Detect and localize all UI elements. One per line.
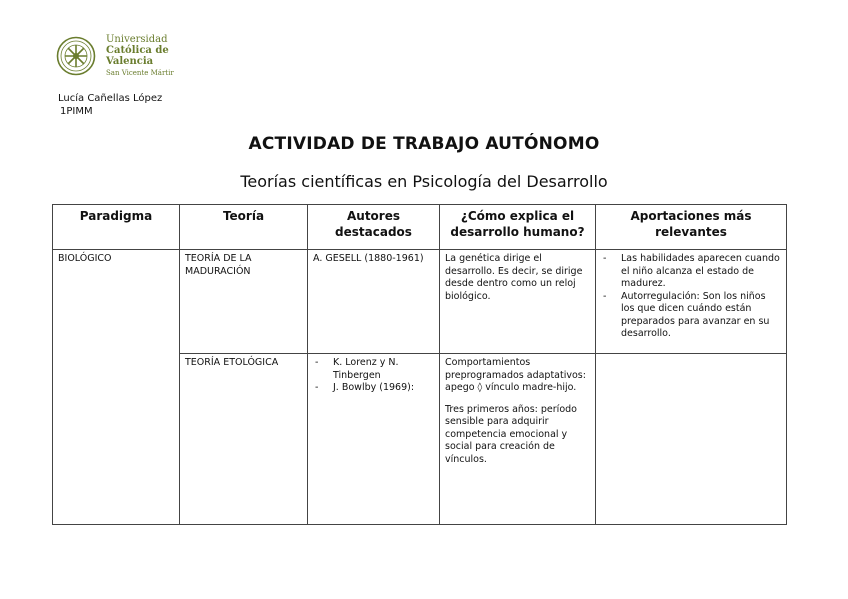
header-explica: ¿Cómo explica el desarrollo humano?	[440, 205, 596, 250]
list-item: - Autorregulación: Son los niños los que dicen cuándo están preparados para avanzar en su desarrollo.	[601, 291, 781, 341]
logo-line-3: Valencia	[106, 56, 154, 67]
university-seal-icon	[56, 36, 96, 76]
list-item: - Las habilidades aparecen cuando el niño alcanza el estado de madurez.	[601, 253, 781, 291]
author-name: Lucía Cañellas López	[58, 93, 163, 104]
theory-cell: TEORÍA ETOLÓGICA	[180, 354, 308, 525]
paradigm-cell: BIOLÓGICO	[53, 250, 180, 525]
explanation-paragraph: Comportamientos preprogramados adaptativos: apego ◊ vínculo madre-hijo.	[445, 357, 586, 393]
header-teoria: Teoría	[180, 205, 308, 250]
explanation-paragraph: Tres primeros años: período sensible para adquirir competencia emocional y social para creación de vínculos.	[445, 403, 577, 465]
list-item: - J. Bowlby (1969):	[313, 382, 434, 395]
contributions-cell	[596, 250, 787, 354]
table-header-row	[53, 205, 787, 250]
author-cell	[308, 354, 440, 525]
logo-line-1: Universidad	[106, 34, 168, 45]
document-title: ACTIVIDAD DE TRABAJO AUTÓNOMO	[248, 134, 600, 154]
header-paradigma: Paradigma	[53, 205, 180, 250]
explanation-cell	[440, 354, 596, 525]
author-group: 1PIMM	[60, 106, 93, 117]
header-aportaciones: Aportaciones más relevantes	[596, 205, 787, 250]
theory-cell: TEORÍA DE LA MADURACIÓN	[180, 250, 308, 354]
logo-line-2: Católica de	[106, 45, 169, 56]
theories-table	[52, 204, 787, 525]
explanation-cell: La genética dirige el desarrollo. Es decir, se dirige desde dentro como un reloj biológico.	[440, 250, 596, 354]
list-item: - K. Lorenz y N. Tinbergen	[313, 357, 434, 382]
author-cell: A. GESELL (1880-1961)	[308, 250, 440, 354]
logo-line-4: San Vicente Mártir	[106, 69, 174, 77]
university-logo	[56, 34, 181, 80]
header-autores: Autores destacados	[308, 205, 440, 250]
table-row	[53, 250, 787, 354]
document-subtitle: Teorías científicas en Psicología del Desarrollo	[240, 172, 608, 191]
author-block	[58, 92, 162, 118]
contributions-cell	[596, 354, 787, 525]
